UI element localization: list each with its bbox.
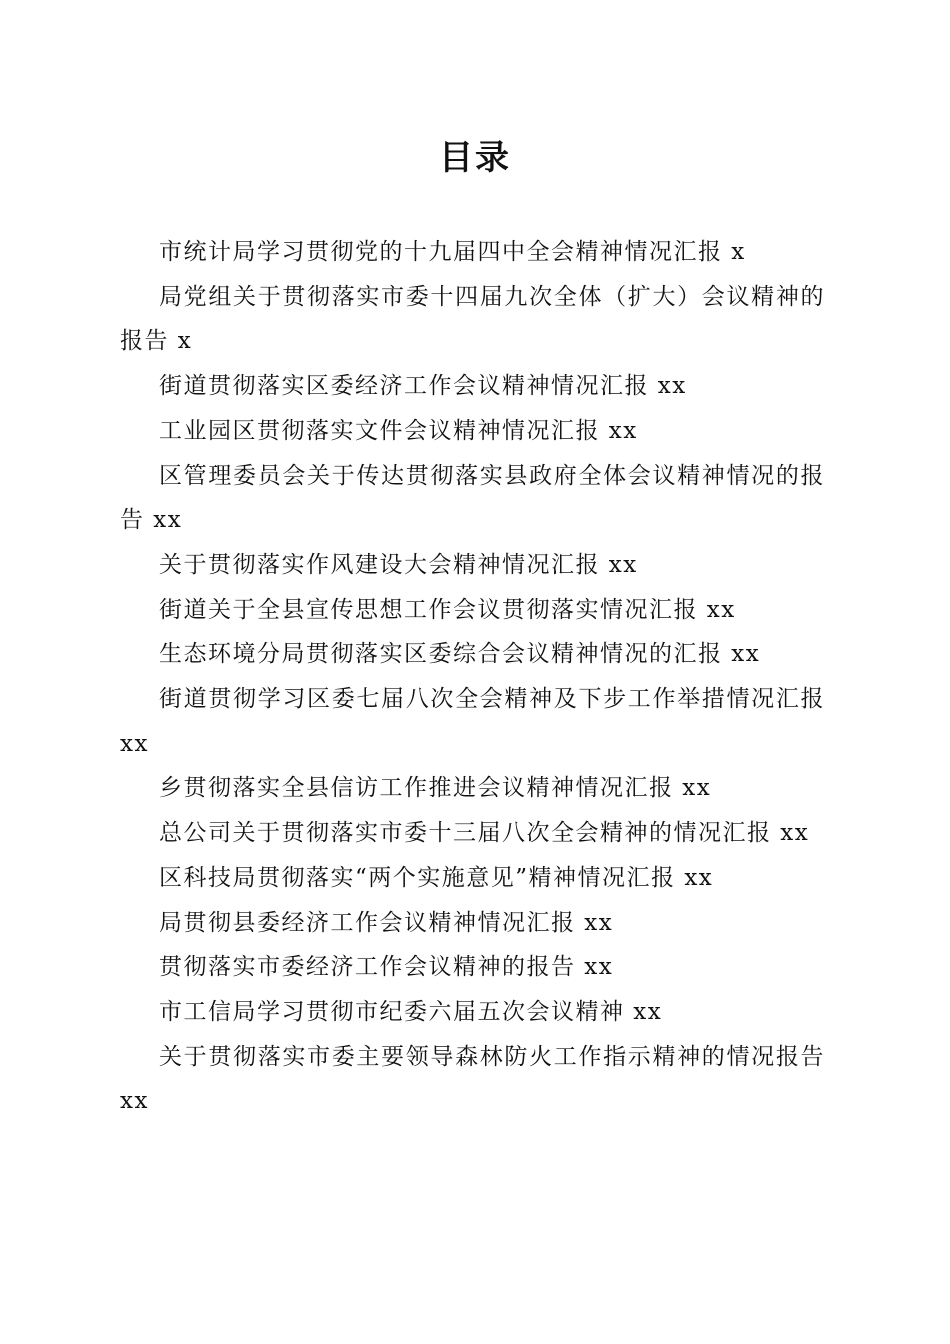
toc-entry bbox=[120, 901, 825, 946]
toc-entry-title: 生态环境分局贯彻落实区委综合会议精神情况的汇报 xx bbox=[159, 641, 761, 668]
toc-entry-title: 贯彻落实市委经济工作会议精神的报告 xx bbox=[159, 954, 614, 981]
toc-entry-title: 局贯彻县委经济工作会议精神情况汇报 xx bbox=[159, 909, 614, 936]
toc-entry-title: 街道贯彻学习区委七届八次全会精神及下步工作举措情况汇报 xx bbox=[120, 686, 825, 757]
toc-entry-title: 街道关于全县宣传思想工作会议贯彻落实情况汇报 xx bbox=[159, 596, 736, 623]
toc-entry bbox=[120, 1035, 825, 1124]
page-title: 目录 bbox=[439, 138, 511, 178]
toc-entry bbox=[120, 856, 825, 901]
toc-entry-title: 市工信局学习贯彻市纪委六届五次会议精神 xx bbox=[159, 998, 663, 1025]
toc-entry bbox=[120, 990, 825, 1035]
toc-entry-title: 关于贯彻落实市委主要领导森林防火工作指示精神的情况报告 xx bbox=[120, 1043, 825, 1115]
toc-entry-title: 区科技局贯彻落实“两个实施意见”精神情况汇报 xx bbox=[159, 864, 714, 891]
toc-entry bbox=[120, 275, 825, 364]
toc-entry-title: 关于贯彻落实作风建设大会精神情况汇报 xx bbox=[159, 551, 638, 578]
toc-entry bbox=[120, 409, 825, 454]
toc-entry bbox=[120, 588, 825, 633]
toc-entry bbox=[120, 543, 825, 588]
toc-entry bbox=[120, 811, 825, 856]
toc-entry bbox=[120, 454, 825, 543]
toc-entry-title: 总公司关于贯彻落实市委十三届八次全会精神的情况汇报 xx bbox=[159, 820, 810, 847]
toc-entry-title: 街道贯彻落实区委经济工作会议精神情况汇报 xx bbox=[159, 373, 687, 400]
toc-entry-title: 乡贯彻落实全县信访工作推进会议精神情况汇报 xx bbox=[159, 775, 712, 802]
toc-entry-title: 工业园区贯彻落实文件会议精神情况汇报 xx bbox=[159, 417, 638, 444]
toc-entry bbox=[120, 364, 825, 409]
toc-entry-title: 市统计局学习贯彻党的十九届四中全会精神情况汇报 x bbox=[159, 239, 746, 265]
toc-entry bbox=[120, 677, 825, 766]
toc-entry-title: 区管理委员会关于传达贯彻落实县政府全体会议精神情况的报告 xx bbox=[120, 462, 825, 534]
toc-entry bbox=[120, 632, 825, 677]
toc-entry-title: 局党组关于贯彻落实市委十四届九次全体（扩大）会议精神的报告 x bbox=[120, 283, 825, 355]
toc-entry bbox=[120, 766, 825, 811]
toc-entry bbox=[120, 230, 825, 275]
table-of-contents bbox=[120, 230, 825, 1124]
toc-entry bbox=[120, 945, 825, 990]
